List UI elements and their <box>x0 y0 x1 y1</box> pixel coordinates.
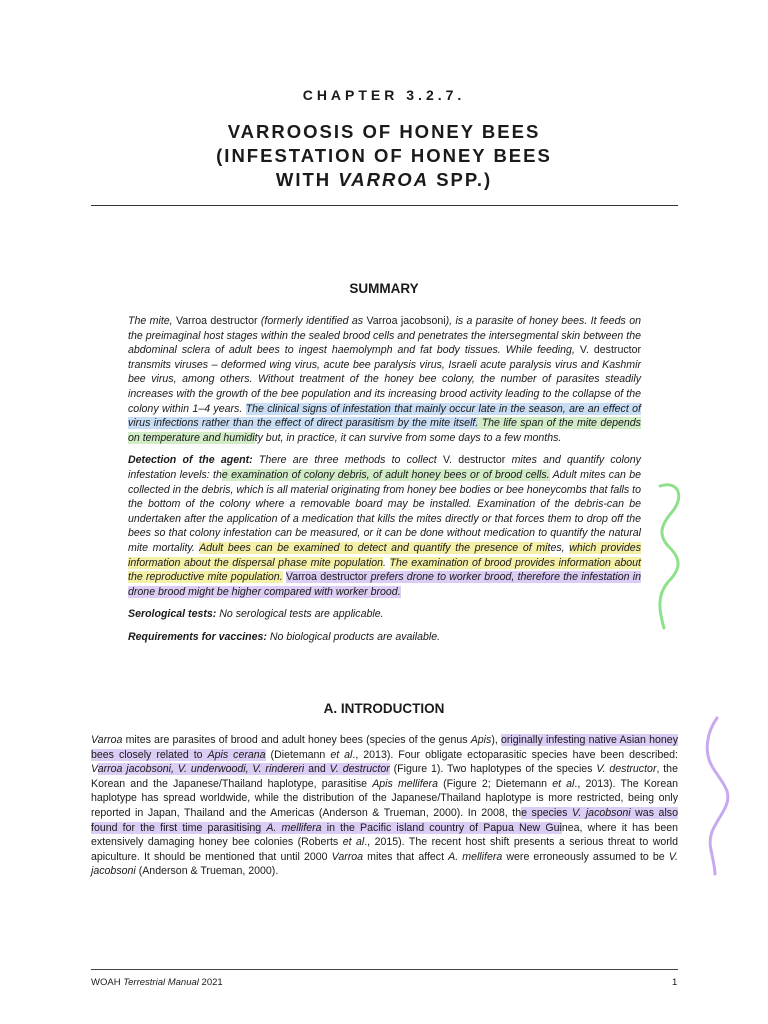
title-line-1: VARROOSIS OF HONEY BEES <box>227 121 541 142</box>
title-line-3-italic: VARROA <box>338 169 430 190</box>
highlight-blue: The clinical signs of infestation that mainly occur late in the season, are an effect of virus infections rather than the effect of direct parasitism by the mite itself. <box>128 402 641 430</box>
highlight-purple: Varroa <box>285 571 317 584</box>
highlight-purple: arroa jacobsoni, V. underwoodi, V. rindereri <box>97 763 305 776</box>
footer-divider <box>91 969 678 970</box>
highlight-purple: e species <box>521 806 573 819</box>
green-brace-annotation <box>650 478 690 638</box>
title-line-3 <box>0 168 768 192</box>
highlight-purple: V. destructor <box>329 763 390 776</box>
detection-label: Detection of the agent: <box>128 454 253 467</box>
introduction-paragraph: Varroa mites are parasites of brood and adult honey bees (species of the genus Apis), originally infesting native Asian honey bees closely related to Apis cerana (Dietemann et al., 2013). Four obligate ectoparasitic species have been described: Varroa jacobsoni, V. underwoodi, V. rindereri and V. destructor (Figure 1). Two haplotypes of the species V. destructor, the Korean and the Japanese/Thailand haplotype, parasitise Apis mellifera (Figure 2; Dietemann et al., 2013). The Korean haplotype has spread worldwide, while the distribution of the Japanese/Thailand haplotype is more restricted, being only reported in Japan, Thailand and the Americas (Anderson & Trueman, 2000). In 2008, the species V. jacobsoni was also found for the first time parasitising A. mellifera in the Pacific island country of Papua New Guinea, where it has been extensively damaging honey bee colonies (Roberts et al., 2015). The recent host shift presents a serious threat to world apiculture. It should be mentioned that until 2000 Varroa mites that affect A. mellifera were erroneously assumed to be V. jacobsoni (Anderson & Trueman, 2000). <box>91 734 679 878</box>
purple-brace-annotation <box>695 712 745 877</box>
highlight-purple: was also found for the first time parasitising <box>91 806 678 834</box>
page-title <box>0 120 768 192</box>
chapter-number: CHAPTER 3.2.7. <box>302 87 466 103</box>
introduction-body <box>91 733 678 879</box>
highlight-purple: A. mellifera <box>266 821 322 834</box>
highlight-green: The life span of the mite depends on temperature and humidi <box>128 417 641 444</box>
highlight-yellow: The examination of brood provides information about the reproductive mite population. <box>128 556 641 584</box>
detection-paragraph: Detection of the agent: There are three methods to collect V. destructor mites and quantify colony infestation levels: the examination of colony debris, of adult honey bees or of brood cells. Adult mites can be collected in the debris, which is all material originating from honey bee bodies or bee honeycombs that falls to the bottom of the colony where a removable board may be installed. Examination of the debris-can be undertaken after the application of a medication that kills the mites directly or that forces them to drop off the bees so that colony infestation can be measured, or it can be done without medication to quantify the natural mite mortality. Adult bees can be examined to detect and quantify the presence of mites, which provides information about the dispersal phase mite population. The examination of brood provides information about the reproductive mite population. Varroa destructor prefers drone to worker brood, therefore the infestation in drone brood might be higher compared with worker brood. <box>128 454 642 598</box>
highlight-yellow: which provides information about the dispersal phase mite population <box>128 541 641 569</box>
title-divider <box>91 205 678 206</box>
serological-label: Serological tests: <box>128 608 217 621</box>
vaccines-label: Requirements for vaccines: <box>128 630 267 643</box>
footer-source: WOAH Terrestrial Manual 2021 <box>91 977 223 988</box>
highlight-purple: Apis cerana <box>207 748 266 761</box>
title-line-2: (INFESTATION OF HONEY BEES <box>216 145 552 166</box>
summary-body <box>128 314 641 652</box>
highlight-purple: V. jacobsoni <box>572 806 631 819</box>
introduction-heading: A. INTRODUCTION <box>323 701 445 716</box>
highlight-purple: originally infesting native Asian honey bees closely related to <box>91 734 678 761</box>
highlight-yellow: Adult bees can be examined to detect and quantify the presence of mit <box>199 541 551 554</box>
highlight-purple: prefers drone to worker brood, therefore the infestation in drone brood might be higher compared with worker brood. <box>128 571 642 598</box>
summary-paragraph: The mite, Varroa destructor (formerly identified as Varroa jacobsoni), is a parasite of honey bees. It feeds on the preimaginal host stages within the sealed brood cells and penetrates the intersegmental skin between the abdominal sclera of adult bees to ingest haemolymph and fat body tissues. While feeding, V. destructor transmits viruses – deformed wing virus, acute bee paralysis virus, Israeli acute paralysis virus and Kashmir bee virus, among others. Without treatment of the honey bee colony, the number of parasites steadily increases with the growth of the bee population and its increasing brood activity leading to the collapse of the colony within 1–4 years. The clinical signs of infestation that mainly occur late in the season, are an effect of virus infections rather than the effect of direct parasitism by the mite itself. The life span of the mite depends on temperature and humidity but, in practice, it can survive from some days to a few months. <box>128 315 642 444</box>
serological-paragraph: Serological tests: No serological tests are applicable. <box>128 608 384 621</box>
vaccines-paragraph: Requirements for vaccines: No biological products are available. <box>128 630 441 643</box>
title-line-3-post: SPP.) <box>429 169 493 190</box>
highlight-purple: in the Pacific island country of Papua New Gui <box>321 821 562 834</box>
page-number: 1 <box>672 977 678 988</box>
highlight-green: e examination of colony debris, of adult honey bees or of brood cells. <box>221 468 550 481</box>
summary-heading: SUMMARY <box>349 281 419 296</box>
highlight-purple: and <box>304 763 330 776</box>
highlight-purple: destructor <box>316 571 368 584</box>
title-line-3-pre: WITH <box>275 169 339 190</box>
